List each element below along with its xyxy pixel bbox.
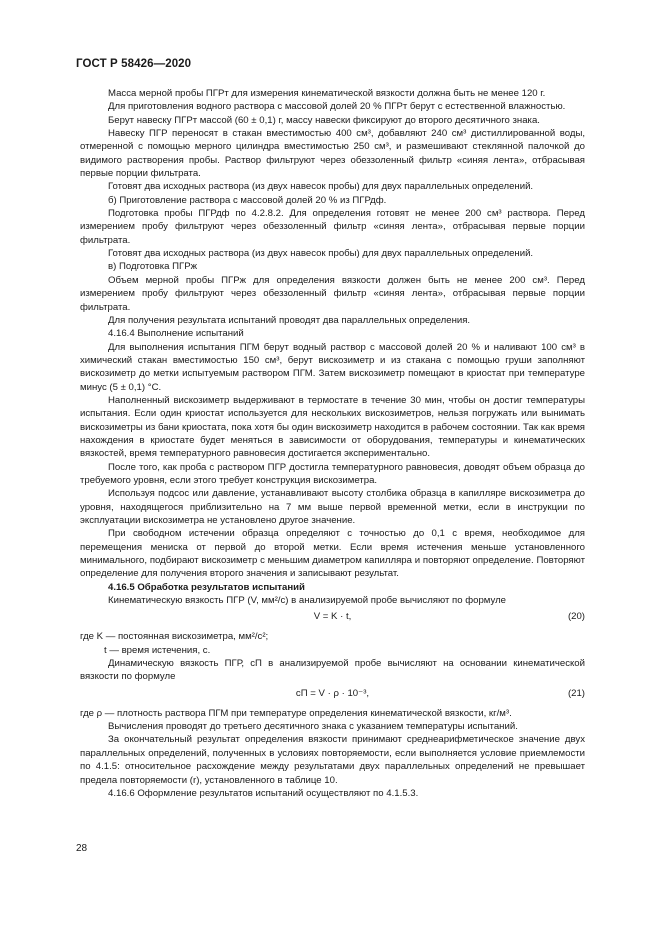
paragraph: Используя подсос или давление, устанавливают высоту столбика образца в капилляре вискозиметра до уровня, находящегося приблизительно на 7 мм выше первой временной метки, если в инструкции по эксплуатации вискозиметра не установлено другое значение. <box>80 488 585 526</box>
formula-intro: Кинематическую вязкость ПГР (V, мм²/с) в анализируемой пробе вычисляют по формуле <box>108 595 507 607</box>
formula-legend: где K — постоянная вискозиметра, мм²/с²; <box>80 631 269 643</box>
paragraph: в) Подготовка ПГРж <box>108 261 198 273</box>
formula-number: (21) <box>567 687 585 699</box>
document-header: ГОСТ Р 58426—2020 <box>76 58 192 70</box>
paragraph: Навеску ПГР переносят в стакан вместимостью 400 см³, добавляют 240 см³ дистиллированной воды, отмеренной с помощью мерного цилиндра вместимостью 250 см³, и размешивают стеклянной палочкой до видимого растворения пробы. Раствор фильтруют через обеззоленный фильтр «синяя лента», отбрасывая первые порции фильтрата. <box>80 128 585 180</box>
paragraph: Вычисления проводят до третьего десятичного знака с указанием температуры испытаний. <box>108 721 518 733</box>
paragraph: Подготовка пробы ПГРдф по 4.2.8.2. Для определения готовят не менее 200 см³ раствора. Перед измерением пробу фильтруют через обеззоленный фильтр «синяя лента», отбрасывая первые порции фильтрата. <box>80 208 585 246</box>
formula-20 <box>80 610 585 626</box>
paragraph: б) Приготовление раствора с массовой долей 20 % из ПГРдф. <box>108 194 387 206</box>
subsection-heading: 4.16.4 Выполнение испытаний <box>108 328 244 340</box>
formula-intro: Динамическую вязкость ПГР, сП в анализируемой пробе вычисляют на основании кинематической вязкости по формуле <box>80 658 585 683</box>
page-number: 28 <box>76 843 88 854</box>
paragraph: Для получения результата испытаний проводят два параллельных определения. <box>108 314 471 326</box>
formula-legend: t — время истечения, с. <box>104 644 211 656</box>
formula-21 <box>80 687 585 703</box>
paragraph: Для приготовления водного раствора с массовой долей 20 % ПГРт берут с естественной влажностью. <box>108 101 566 113</box>
paragraph: После того, как проба с раствором ПГР достигла температурного равновесия, доводят объем образца до требуемого уровня, если этого требует конструкция вискозиметра. <box>80 461 585 486</box>
formula-expression: сП = V · ρ · 10⁻³, <box>295 687 370 699</box>
paragraph: Берут навеску ПГРт массой (60 ± 0,1) г, массу навески фиксируют до второго десятичного знака. <box>108 114 540 126</box>
section-heading: 4.16.5 Обработка результатов испытаний <box>108 581 305 593</box>
paragraph: Объем мерной пробы ПГРж для определения вязкости должен быть не менее 200 см³. Перед измерением пробу фильтруют через обеззоленный фильтр «синяя лента», отбрасывая первые порции фильтрата. <box>80 274 585 313</box>
paragraph: За окончательный результат определения вязкости принимают среднеарифметическое значение двух параллельных определений, полученных в условиях повторяемости, если выполняется условие приемлемости по 4.1.5: относительное расхождение между результатами двух параллельных определений не превышает предела повторяемости (r), установленного в таблице 10. <box>80 734 585 786</box>
formula-expression: V = K · t, <box>313 611 352 623</box>
formula-legend: где ρ — плотность раствора ПГМ при температуре определения кинематической вязкости, кг/м³. <box>80 707 512 719</box>
paragraph: Готовят два исходных раствора (из двух навесок пробы) для двух параллельных определений. <box>108 181 534 193</box>
paragraph: 4.16.6 Оформление результатов испытаний осуществляют по 4.1.5.3. <box>108 787 419 799</box>
paragraph: Наполненный вискозиметр выдерживают в термостате в течение 30 мин, чтобы он достиг температуры испытания. Если один криостат используется для нескольких вискозиметров, нельзя погружать или вынимать вискозиметры из бани криостата, пока хотя бы один вискозиметр находится в рабочем состоянии. Так как время нахождения в криостате будет меняться в зависимости от оборудования, температуры и кинематических вязкостей, время температурного равновесия достигается экспериментально. <box>80 394 585 460</box>
document-body <box>80 87 585 800</box>
formula-number: (20) <box>567 611 585 623</box>
paragraph: Готовят два исходных раствора (из двух навесок пробы) для двух параллельных определений. <box>108 248 534 260</box>
paragraph: Масса мерной пробы ПГРт для измерения кинематической вязкости должна быть не менее 120 г. <box>108 88 546 99</box>
paragraph: При свободном истечении образца определяют с точностью до 0,1 с время, необходимое для перемещения мениска от первой до второй метки. Если время истечения меньше установленного минимального, подбирают вискозиметр с меньшим диаметром капилляра и повторяют определение. Повторяют определение для получения второго значения и записывают результат. <box>80 528 585 580</box>
paragraph: Для выполнения испытания ПГМ берут водный раствор с массовой долей 20 % и наливают 100 см³ в химический стакан вместимостью 150 см³, берут вискозиметр и из стакана с помощью груши заполняют вискозиметр до метки испытуемым раствором ПГМ. Затем вискозиметр помещают в криостат при температуре минус (5 ± 0,1) °С. <box>80 341 585 393</box>
